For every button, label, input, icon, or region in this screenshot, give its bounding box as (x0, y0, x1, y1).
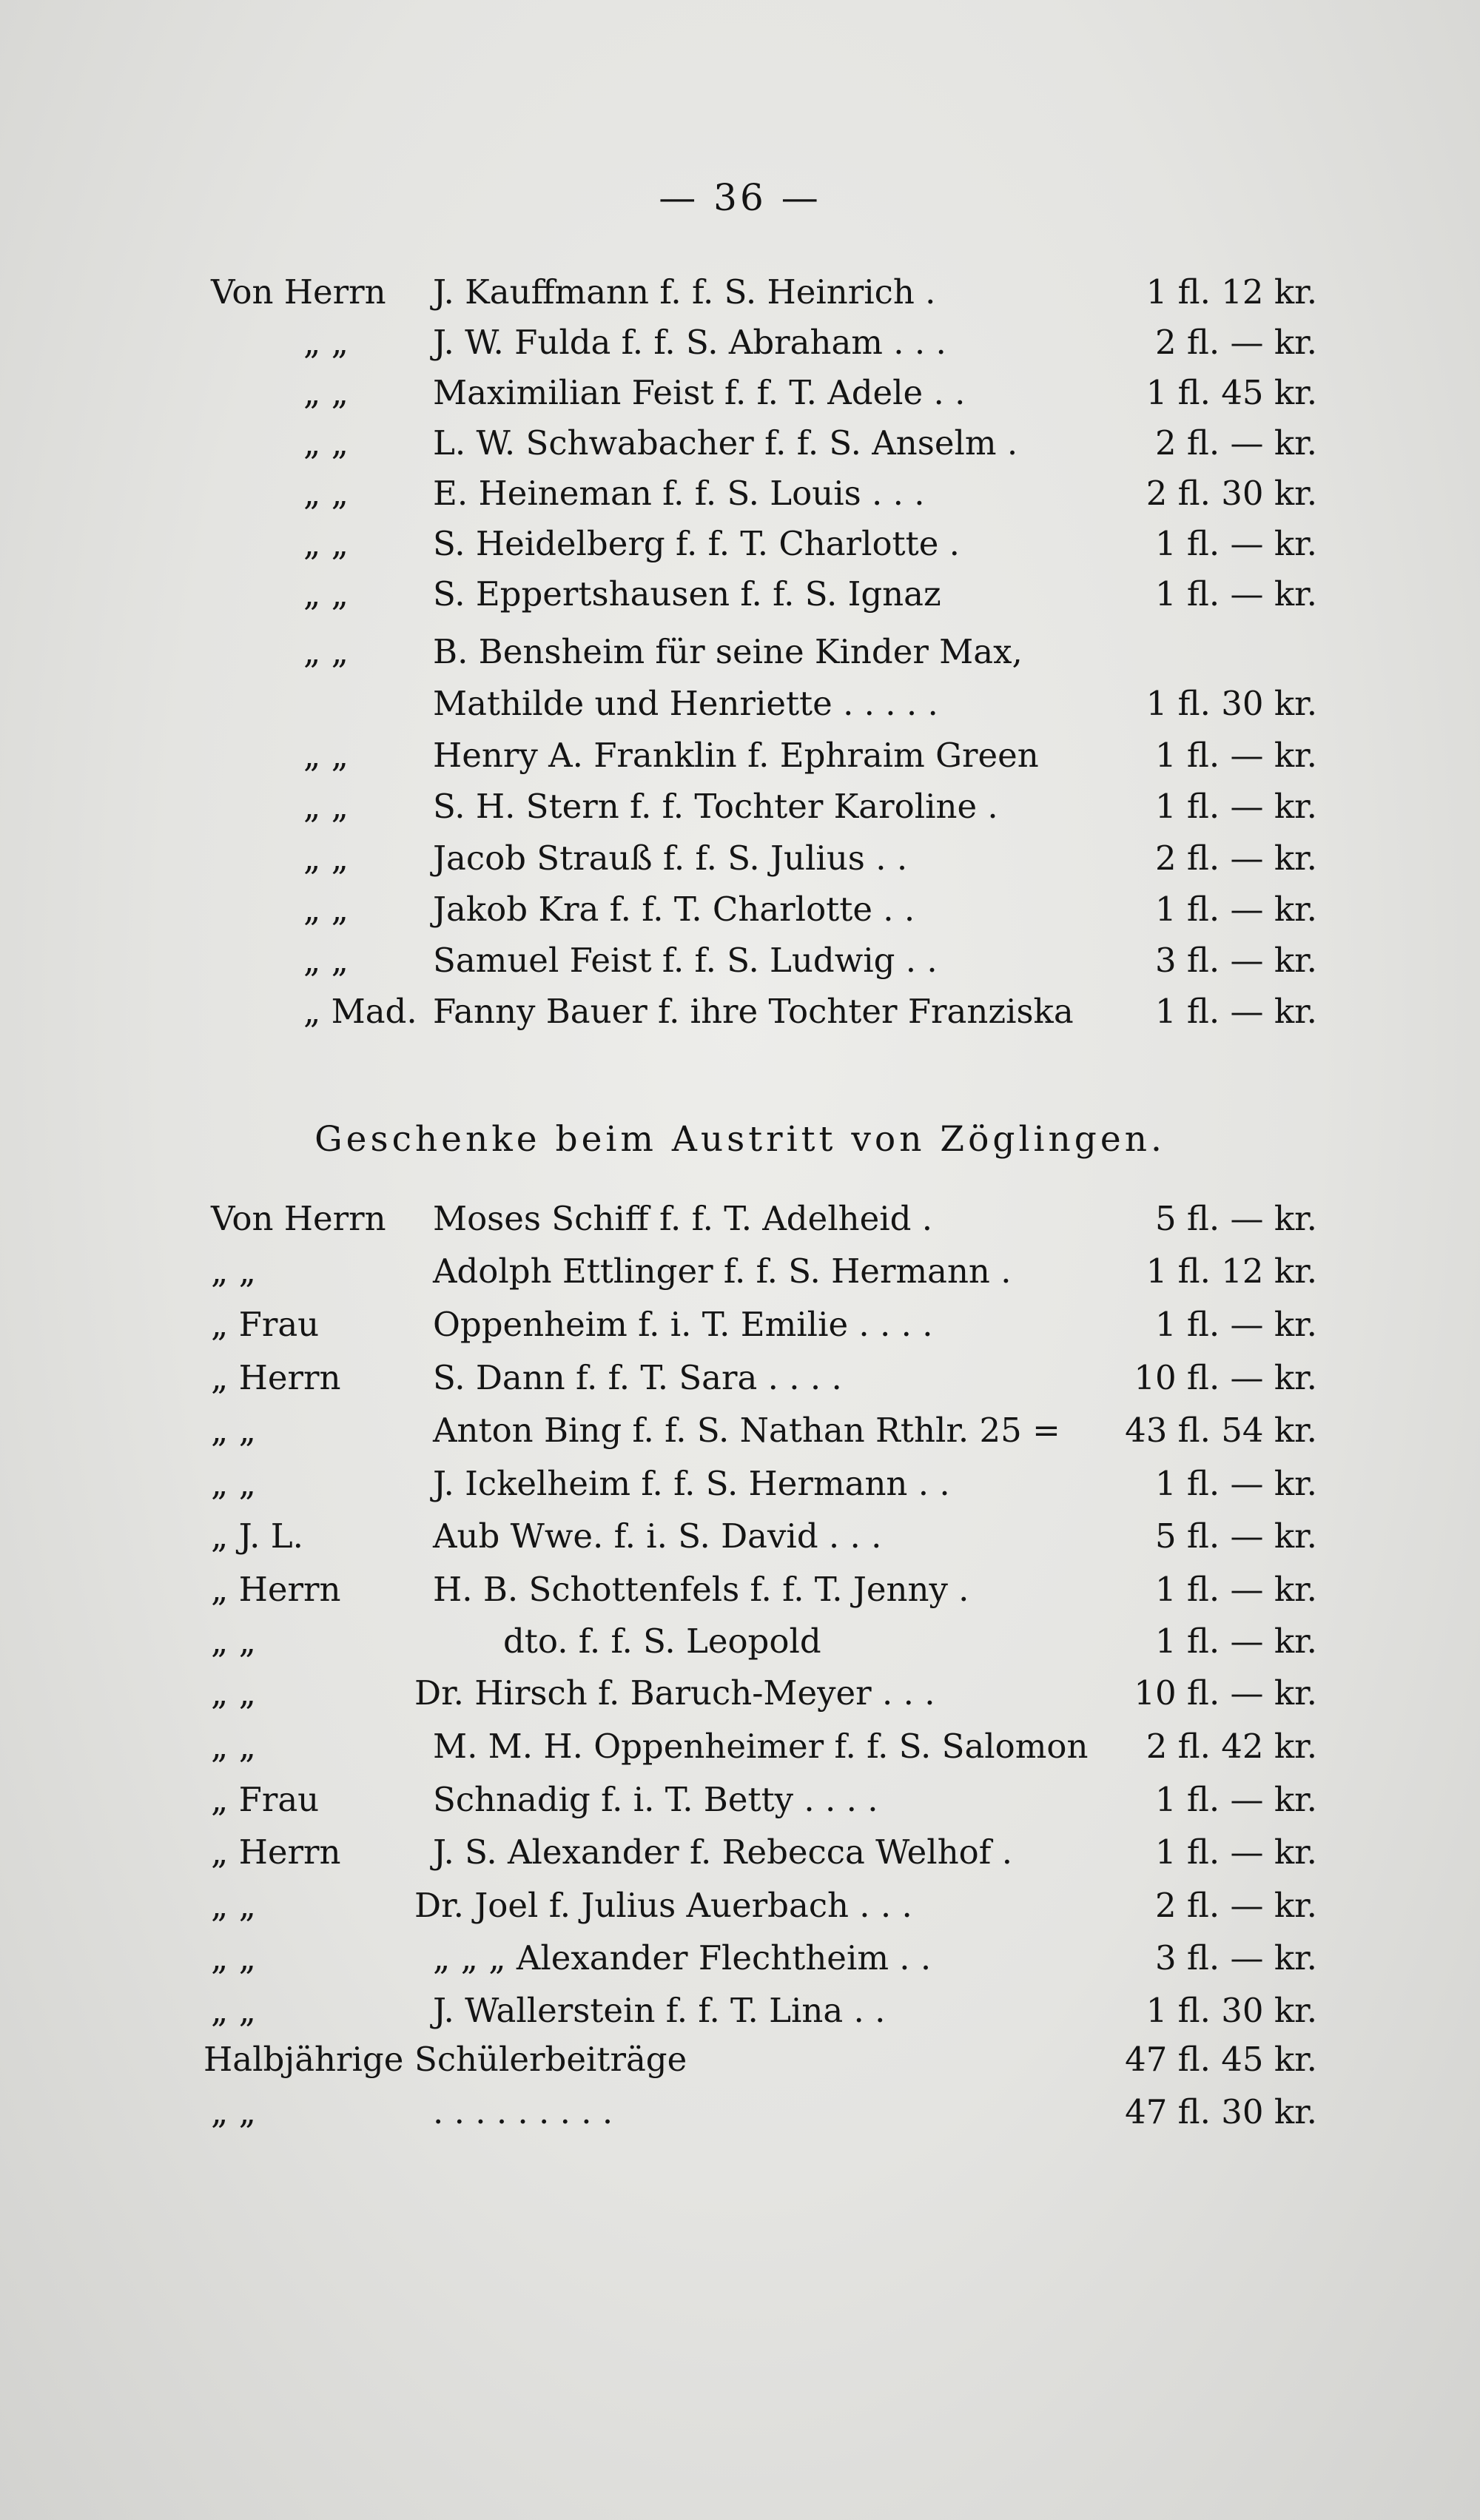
list-item (0, 682, 1480, 726)
list-item (0, 1249, 1480, 1294)
donor-entry: Adolph Ettlinger f. f. S. Hermann . (433, 1251, 1012, 1291)
donor-entry: L. W. Schwabacher f. f. S. Anselm . (433, 423, 1018, 463)
donation-amount: 3 fl. — kr. (1154, 941, 1317, 980)
donation-amount: 1 fl. — kr. (1154, 1622, 1317, 1661)
list-item (0, 1356, 1480, 1400)
ditto-mark: „ „ (303, 574, 349, 614)
ditto-mark: „ „ (211, 1673, 256, 1713)
donor-entry: „ „ „ Alexander Flechtheim . . (433, 1938, 932, 1978)
donation-amount: 2 fl. 30 kr. (1146, 474, 1317, 513)
ditto-mark: „ „ (303, 323, 349, 362)
donor-prefix: „ Frau (211, 1780, 320, 1819)
list-item (0, 471, 1480, 516)
list-item (0, 733, 1480, 778)
donor-entry: . . . . . . . . . (433, 2092, 613, 2131)
donation-amount: 47 fl. 45 kr. (1125, 2040, 1317, 2079)
list-item (0, 2037, 1480, 2082)
donor-entry: Mathilde und Henriette . . . . . (433, 684, 938, 723)
donor-entry: Anton Bing f. f. S. Nathan Rthlr. 25 = (433, 1411, 1060, 1450)
ditto-mark: „ „ (303, 524, 349, 563)
list-item (0, 938, 1480, 983)
donation-amount: 2 fl. — kr. (1154, 1886, 1317, 1925)
list-item (0, 1408, 1480, 1453)
list-item (0, 1830, 1480, 1875)
ditto-mark: „ „ (303, 373, 349, 412)
donor-entry: J. S. Alexander f. Rebecca Welhof . (433, 1832, 1013, 1872)
ditto-mark: „ „ (211, 1938, 256, 1978)
donor-entry: Henry A. Franklin f. Ephraim Green (433, 736, 1039, 775)
donor-entry: Schülerbeiträge (414, 2040, 687, 2079)
donor-entry: J. Ickelheim f. f. S. Hermann . . (433, 1464, 950, 1503)
list-item (0, 989, 1480, 1034)
donation-amount: 1 fl. — kr. (1154, 736, 1317, 775)
list-item (0, 1462, 1480, 1506)
list-item (0, 887, 1480, 932)
donor-prefix: Von Herrn (211, 1199, 386, 1238)
donor-entry: Moses Schiff f. f. T. Adelheid . (433, 1199, 933, 1238)
donation-amount: 1 fl. 45 kr. (1146, 373, 1317, 412)
donation-amount: 43 fl. 54 kr. (1125, 1411, 1317, 1450)
donor-entry: S. Dann f. f. T. Sara . . . . (433, 1358, 842, 1397)
donation-amount: 3 fl. — kr. (1154, 1938, 1317, 1978)
donor-entry: Aub Wwe. f. i. S. David . . . (433, 1516, 882, 1556)
list-item (0, 1671, 1480, 1716)
donor-entry: Dr. Joel f. Julius Auerbach . . . (414, 1886, 912, 1925)
donor-entry: Jakob Kra f. f. T. Charlotte . . (433, 890, 915, 929)
donor-prefix: Halbjährige (204, 2040, 404, 2079)
ditto-mark: „ „ (303, 787, 349, 826)
donor-entry: H. B. Schottenfels f. f. T. Jenny . (433, 1570, 969, 1609)
donor-prefix: „ Herrn (211, 1358, 341, 1397)
list-item (0, 572, 1480, 616)
list-item (0, 784, 1480, 829)
list-item (0, 1197, 1480, 1241)
donor-entry: S. Heidelberg f. f. T. Charlotte . (433, 524, 960, 563)
ditto-mark: „ „ (303, 890, 349, 929)
ditto-mark: „ „ (303, 632, 349, 671)
donation-amount: 2 fl. — kr. (1154, 839, 1317, 878)
donation-amount: 1 fl. 12 kr. (1146, 1251, 1317, 1291)
donation-amount: 47 fl. 30 kr. (1125, 2092, 1317, 2131)
donor-entry: Oppenheim f. i. T. Emilie . . . . (433, 1305, 933, 1344)
donation-amount: 1 fl. — kr. (1154, 787, 1317, 826)
list-item (0, 1936, 1480, 1980)
ditto-mark: „ „ (303, 423, 349, 463)
list-item (0, 2090, 1480, 2134)
donor-prefix: „ Herrn (211, 1570, 341, 1609)
ditto-mark: „ „ (211, 1251, 256, 1291)
donation-amount: 10 fl. — kr. (1134, 1358, 1317, 1397)
donation-amount: 5 fl. — kr. (1154, 1199, 1317, 1238)
list-item (0, 522, 1480, 566)
ditto-mark: „ Mad. (303, 992, 417, 1031)
donor-entry: E. Heineman f. f. S. Louis . . . (433, 474, 925, 513)
list-item (0, 371, 1480, 415)
list-item (0, 630, 1480, 674)
ditto-mark: „ „ (211, 1411, 256, 1450)
list-item (0, 1724, 1480, 1769)
list-item (0, 1989, 1480, 2033)
ditto-mark: „ „ (303, 736, 349, 775)
list-item (0, 836, 1480, 881)
list-item (0, 270, 1480, 315)
ditto-mark: „ „ (211, 2092, 256, 2131)
ditto-mark: „ „ (211, 1886, 256, 1925)
donation-amount: 1 fl. — kr. (1154, 1780, 1317, 1819)
donor-entry: J. Wallerstein f. f. T. Lina . . (433, 1991, 886, 2030)
donation-amount: 1 fl. — kr. (1154, 574, 1317, 614)
donor-entry: M. M. H. Oppenheimer f. f. S. Salomon (433, 1727, 1089, 1766)
donation-amount: 5 fl. — kr. (1154, 1516, 1317, 1556)
ditto-mark: „ „ (303, 474, 349, 513)
donor-prefix: „ Herrn (211, 1832, 341, 1872)
list-item (0, 1514, 1480, 1559)
donor-entry: Samuel Feist f. f. S. Ludwig . . (433, 941, 938, 980)
donation-amount: 10 fl. — kr. (1134, 1673, 1317, 1713)
donor-entry: S. Eppertshausen f. f. S. Ignaz (433, 574, 941, 614)
ditto-mark: „ „ (211, 1464, 256, 1503)
ditto-mark: „ „ (211, 1622, 256, 1661)
donor-entry: S. H. Stern f. f. Tochter Karoline . (433, 787, 998, 826)
page-number: — 36 — (659, 176, 821, 219)
ditto-mark: „ „ (211, 1991, 256, 2030)
ditto-mark: „ „ (303, 839, 349, 878)
donor-prefix: Von Herrn (211, 272, 386, 312)
donor-entry: dto. f. f. S. Leopold (503, 1622, 821, 1661)
ditto-mark: „ „ (211, 1727, 256, 1766)
donor-entry: Schnadig f. i. T. Betty . . . . (433, 1780, 878, 1819)
donation-amount: 2 fl. — kr. (1154, 323, 1317, 362)
donor-prefix: „ Frau (211, 1305, 320, 1344)
list-item (0, 1303, 1480, 1347)
list-item (0, 1884, 1480, 1928)
list-item (0, 1778, 1480, 1822)
donation-amount: 1 fl. 30 kr. (1146, 1991, 1317, 2030)
donation-amount: 1 fl. — kr. (1154, 1570, 1317, 1609)
donor-prefix: „ J. L. (211, 1516, 303, 1556)
donation-amount: 1 fl. — kr. (1154, 890, 1317, 929)
donation-amount: 1 fl. 12 kr. (1146, 272, 1317, 312)
donation-amount: 1 fl. — kr. (1154, 1305, 1317, 1344)
list-item (0, 421, 1480, 466)
donor-entry: Jacob Strauß f. f. S. Julius . . (433, 839, 908, 878)
donation-amount: 1 fl. — kr. (1154, 524, 1317, 563)
donor-entry: Fanny Bauer f. ihre Tochter Franziska (433, 992, 1074, 1031)
list-item (0, 1568, 1480, 1612)
ditto-mark: „ „ (303, 941, 349, 980)
donor-entry: Dr. Hirsch f. Baruch-Meyer . . . (414, 1673, 935, 1713)
donation-amount: 1 fl. — kr. (1154, 992, 1317, 1031)
donation-amount: 1 fl. 30 kr. (1146, 684, 1317, 723)
section-heading: Geschenke beim Austritt von Zöglingen. (314, 1119, 1166, 1160)
donation-amount: 1 fl. — kr. (1154, 1464, 1317, 1503)
donor-entry: B. Bensheim für seine Kinder Max, (433, 632, 1023, 671)
list-item (0, 320, 1480, 365)
donation-amount: 1 fl. — kr. (1154, 1832, 1317, 1872)
donation-amount: 2 fl. — kr. (1154, 423, 1317, 463)
donor-entry: J. W. Fulda f. f. S. Abraham . . . (433, 323, 946, 362)
donor-entry: Maximilian Feist f. f. T. Adele . . (433, 373, 966, 412)
donor-entry: J. Kauffmann f. f. S. Heinrich . (433, 272, 936, 312)
list-item (0, 1619, 1480, 1664)
donation-amount: 2 fl. 42 kr. (1146, 1727, 1317, 1766)
